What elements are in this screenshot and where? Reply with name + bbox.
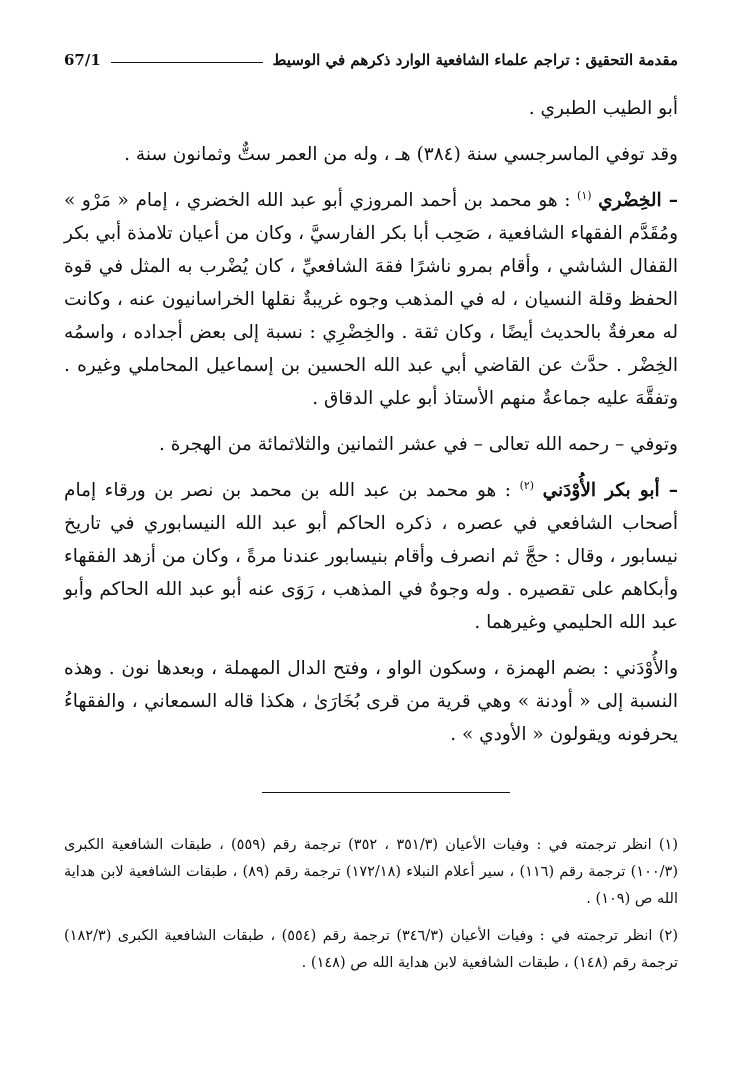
paragraph-khidri-death: وتوفي – رحمه الله تعالى – في عشر الثمانين والثلاثمائة من الهجرة . xyxy=(159,434,678,455)
footnote-ref-2: (٢) xyxy=(519,478,535,492)
footnote-ref-1: (١) xyxy=(577,188,592,202)
entry-text-awdani: : هو محمد بن عبد الله بن محمد بن نصر بن ورقاء إمام أصحاب الشافعي في عصره ، ذكره الحاكم أبو عبد الله النيسابوري في تاريخ نيسابور ، وقال : حجَّ ثم انصرف وأقام بنيسابور عندنا مرةً ، وكان من أزهد الفقهاء وأبكاهم على تقصيره . وله وجوهٌ في المذهب ، رَوَى عنه أبو عبد الله الحاكم وأبو عبد الله الحليمي وغيرهما . xyxy=(64,480,678,633)
paragraph-continuation: أبو الطيب الطبري . xyxy=(528,98,678,119)
entry-name-awdani: – أبو بكر الأُوْدَني xyxy=(542,480,678,501)
footnotes xyxy=(64,832,678,977)
entry-awdani xyxy=(64,474,678,639)
entry-name-khidri: – الخِضْري xyxy=(598,190,678,211)
footnote-separator xyxy=(262,792,510,793)
header-title: مقدمة التحقيق : تراجم علماء الشافعية الوارد ذكرهم في الوسيط xyxy=(272,51,678,69)
paragraph-awdani-nisba: والأُوْدَني : بضم الهمزة ، وسكون الواو ، وفتح الدال المهملة ، وبعدها نون . وهذه النسبة إلى « أودنة » وهي قرية من قرى بُخَارَىٰ ، هكذا قاله السمعاني ، والفقهاءُ يحرفونه ويقولون « الأودي » . xyxy=(64,658,678,745)
page-number: 67/1 xyxy=(64,51,101,69)
footnote-2: (٢) انظر ترجمته في : وفيات الأعيان (٣٤٦/٣) ترجمة رقم (٥٥٤) ، طبقات الشافعية الكبرى (١٨٢/٣) ترجمة رقم (١٤٨) ، طبقات الشافعية لابن هداية الله ص (١٤٨) . xyxy=(64,928,678,971)
entry-khidri xyxy=(64,184,678,415)
header-rule xyxy=(111,62,263,63)
footnote-1: (١) انظر ترجمته في : وفيات الأعيان (٣٥١/٣ ، ٣٥٢) ترجمة رقم (٥٥٩) ، طبقات الشافعية الكبرى (١٠٠/٣) ترجمة رقم (١١٦) ، سير أعلام النبلاء (١٧٢/١٨) ترجمة رقم (٨٩) ، طبقات الشافعية لابن هداية الله ص (١٠٩) . xyxy=(64,837,678,907)
running-header xyxy=(64,48,678,72)
entry-text-khidri: : هو محمد بن أحمد المروزي أبو عبد الله الخضري ، إمام « مَرْو » ومُقَدَّم الفقهاء الشافعية ، صَحِب أبا بكر الفارسيَّ ، وكان من أعيان تلامذة أبي بكر القفال الشاشي ، وأقام بمرو ناشرًا فقهَ الشافعيِّ ، كان يُضْرب به المثل في قوة الحفظ وقلة النسيان ، له في المذهب وجوه غريبةٌ نقلها الخراسانيون عنه ، وكانت له معرفةٌ بالحديث أيضًا ، وكان ثقة . والخِضْرِي : نسبة إلى بعض أجداده ، واسمُه الخِضْر . حدَّث عن القاضي أبي عبد الله الحسين بن إسماعيل المحاملي وغيره . وتفقَّهَ عليه جماعةٌ منهم الأستاذ أبو علي الدقاق . xyxy=(64,190,678,409)
body-text xyxy=(64,92,678,751)
paragraph-death-note: وقد توفي الماسرجسي سنة (٣٨٤) هـ ، وله من العمر ستٌّ وثمانون سنة . xyxy=(124,144,678,165)
